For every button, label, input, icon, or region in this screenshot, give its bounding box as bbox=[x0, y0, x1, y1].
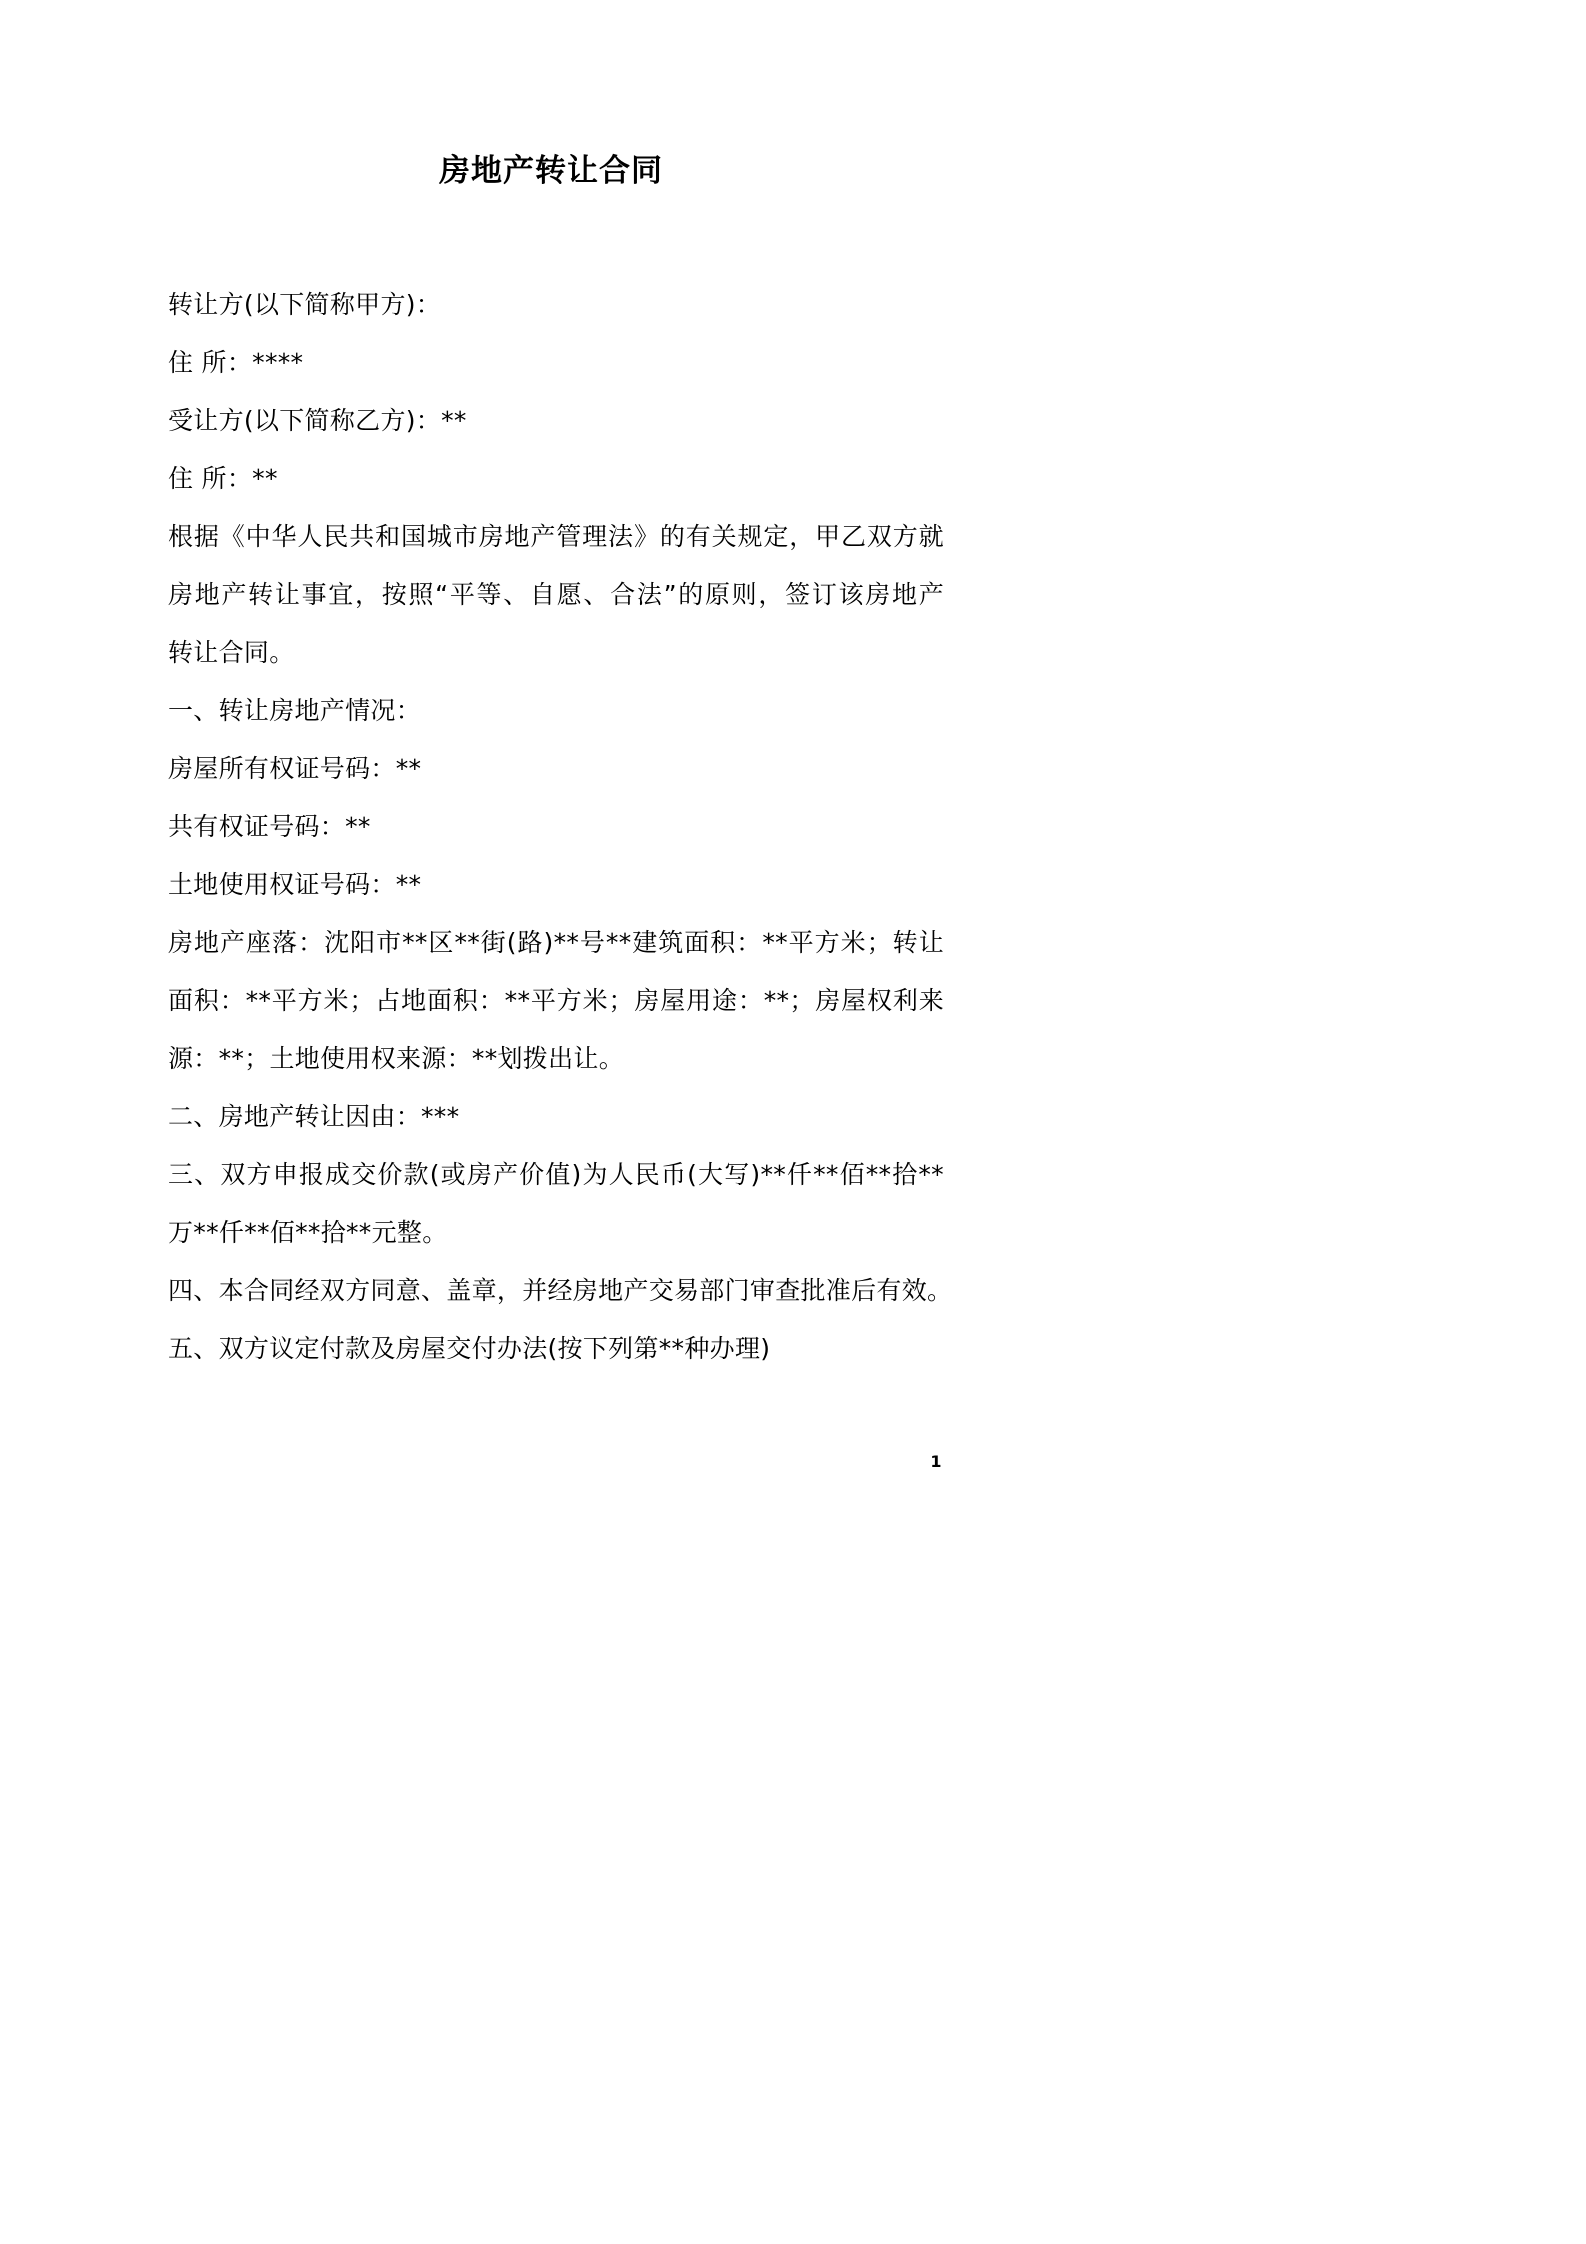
section-heading-3-line-2: 万**仟**佰**拾**元整。 bbox=[168, 1218, 448, 1247]
paragraph-line-preamble-3: 转让合同。 bbox=[168, 638, 295, 667]
paragraph-line-transferor: 转让方(以下简称甲方)： bbox=[168, 290, 442, 319]
section-heading-2: 二、房地产转让因由：*** bbox=[168, 1102, 460, 1131]
section-heading-3-line-1: 三、双方申报成交价款(或房产价值)为人民币(大写)**仟**佰**拾** bbox=[168, 1160, 944, 1189]
paragraph-line-location-3: 源：**；土地使用权来源：**划拨出让。 bbox=[168, 1044, 625, 1073]
paragraph-line-land-use-cert: 土地使用权证号码：** bbox=[168, 870, 422, 899]
section-heading-5: 五、双方议定付款及房屋交付办法(按下列第**种办理) bbox=[168, 1334, 771, 1363]
paragraph-line-transferee: 受让方(以下简称乙方)：** bbox=[168, 406, 467, 435]
paragraph-line-preamble-2: 房地产转让事宜，按照“平等、自愿、合法”的原则，签订该房地产 bbox=[168, 580, 944, 609]
document-body bbox=[168, 276, 953, 1378]
paragraph-line-transferee-address: 住 所：** bbox=[168, 464, 278, 493]
paragraph-line-transferor-address: 住 所：**** bbox=[168, 348, 304, 377]
paragraph-line-ownership-cert: 房屋所有权证号码：** bbox=[168, 754, 422, 783]
paragraph-line-coownership-cert: 共有权证号码：** bbox=[168, 812, 371, 841]
paragraph-line-location-2: 面积：**平方米；占地面积：**平方米；房屋用途：**；房屋权利来 bbox=[168, 986, 944, 1015]
paragraph-line-preamble-1: 根据《中华人民共和国城市房地产管理法》的有关规定，甲乙双方就 bbox=[168, 522, 944, 551]
page-number: 1 bbox=[930, 1452, 942, 1471]
section-heading-1: 一、转让房地产情况： bbox=[168, 696, 422, 725]
section-heading-4: 四、本合同经双方同意、盖章，并经房地产交易部门审查批准后有效。 bbox=[168, 1276, 953, 1305]
document-title: 房地产转让合同 bbox=[439, 153, 663, 189]
paragraph-line-location-1: 房地产座落：沈阳市**区**街(路)**号**建筑面积：**平方米；转让 bbox=[168, 928, 944, 957]
